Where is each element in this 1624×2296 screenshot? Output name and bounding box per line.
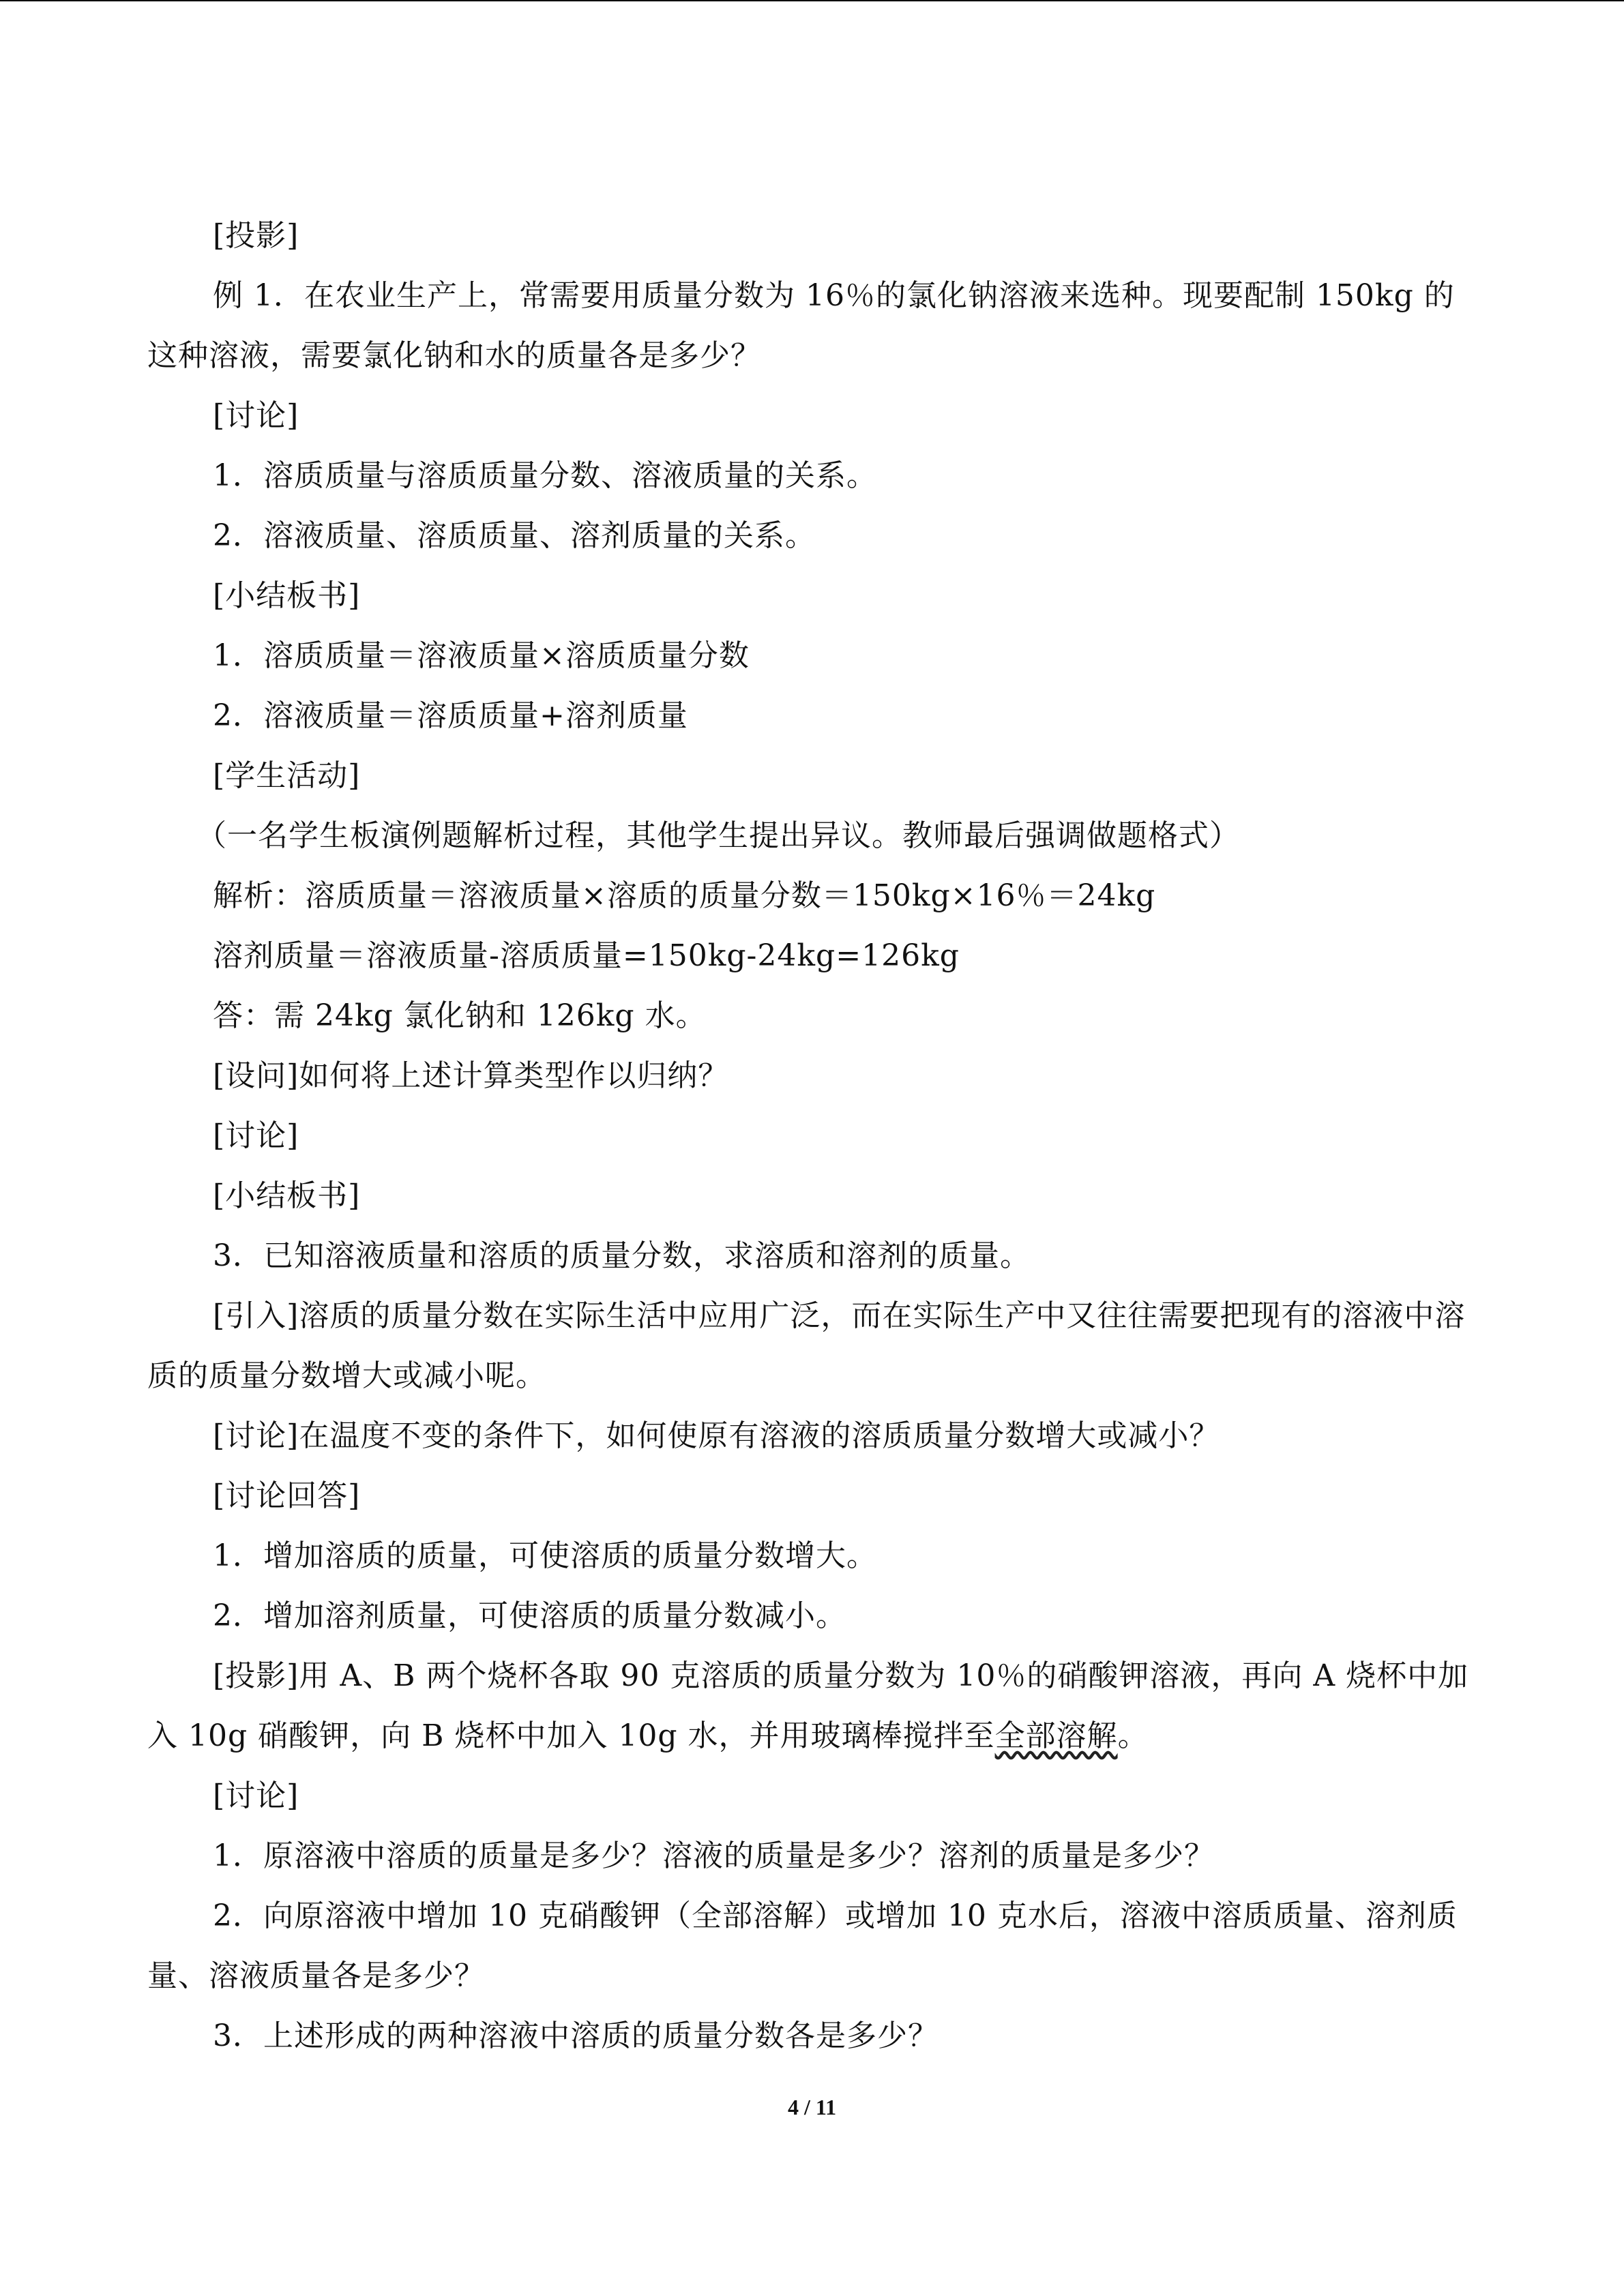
paragraph-question-item-1: 1．原溶液中溶质的质量是多少？溶液的质量是多少？溶剂的质量是多少？ <box>213 1838 1215 1873</box>
paragraph-solution: 解析：溶质质量＝溶液质量×溶质的质量分数＝150kg×16％＝24kg <box>213 878 1156 913</box>
paragraph-summary-item-1: 1．溶质质量＝溶液质量×溶质质量分数 <box>213 638 750 673</box>
paragraph-discussion-answer-label: [讨论回答] <box>213 1478 361 1513</box>
paragraph-example-1: 例 1．在农业生产上，常需要用质量分数为 16％的氯化钠溶液来选种。现要配制 150kg 的这种溶液，需要氯化钠和水的质量各是多少？ <box>147 278 1455 373</box>
paragraph-question-item-3: 3．上述形成的两种溶液中溶质的质量分数各是多少？ <box>213 2018 939 2053</box>
paragraph-summary-label: [小结板书] <box>213 578 361 613</box>
paragraph-summary-item-3: 3．已知溶液质量和溶质的质量分数，求溶质和溶剂的质量。 <box>213 1238 1031 1273</box>
paragraph-student-activity-label: [学生活动] <box>213 758 361 793</box>
paragraph-answer: 答：需 24kg 氯化钠和 126kg 水。 <box>213 998 707 1033</box>
paragraph-projection-experiment <box>147 1646 1484 1766</box>
paragraph-discussion-label-3: [讨论] <box>213 1778 299 1813</box>
paragraph-summary-label-2: [小结板书] <box>213 1178 361 1213</box>
paragraph-introduction: [引入]溶质的质量分数在实际生活中应用广泛，而在实际生产中又往往需要把现有的溶液中溶质的质量分数增大或减小呢。 <box>147 1298 1466 1393</box>
paragraph-summary-item-2: 2．溶液质量＝溶质质量+溶剂质量 <box>213 698 688 733</box>
paragraph-discussion-item-2: 2．溶液质量、溶质质量、溶剂质量的关系。 <box>213 518 816 553</box>
paragraph-answer-item-2: 2．增加溶剂质量，可使溶质的质量分数减小。 <box>213 1598 846 1633</box>
paragraph-discussion-temperature: [讨论]在温度不变的条件下，如何使原有溶液的溶质质量分数增大或减小？ <box>213 1418 1220 1453</box>
document-body <box>147 206 1484 2066</box>
paragraph-answer-item-1: 1．增加溶质的质量，可使溶质的质量分数增大。 <box>213 1538 877 1573</box>
page-number: 4 / 11 <box>787 2095 837 2119</box>
paragraph-projection-label: [投影] <box>213 218 299 253</box>
paragraph-discussion-item-1: 1．溶质质量与溶质质量分数、溶液质量的关系。 <box>213 458 877 493</box>
paragraph-discussion-label-2: [讨论] <box>213 1118 299 1153</box>
paragraph-solvent-calc: 溶剂质量＝溶液质量-溶质质量=150kg-24kg=126kg <box>213 938 960 973</box>
experiment-text-end: 。 <box>1117 1718 1149 1753</box>
paragraph-question: [设问]如何将上述计算类型作以归纳？ <box>213 1058 729 1093</box>
paragraph-student-activity-note: （一名学生板演例题解析过程，其他学生提出异议。教师最后强调做题格式） <box>196 818 1240 853</box>
paragraph-discussion-label: [讨论] <box>213 398 299 433</box>
experiment-text: [投影]用 A、B 两个烧杯各取 90 克溶质的质量分数为 10％的硝酸钾溶液，再向 A 烧杯中加入 10g 硝酸钾，向 B 烧杯中加入 10g 水，并用玻璃棒搅拌至 <box>147 1658 1469 1753</box>
paragraph-question-item-2: 2．向原溶液中增加 10 克硝酸钾（全部溶解）或增加 10 克水后，溶液中溶质质量、溶剂质量、溶液质量各是多少？ <box>147 1898 1458 1993</box>
underlined-phrase: 全部溶解 <box>994 1718 1118 1753</box>
